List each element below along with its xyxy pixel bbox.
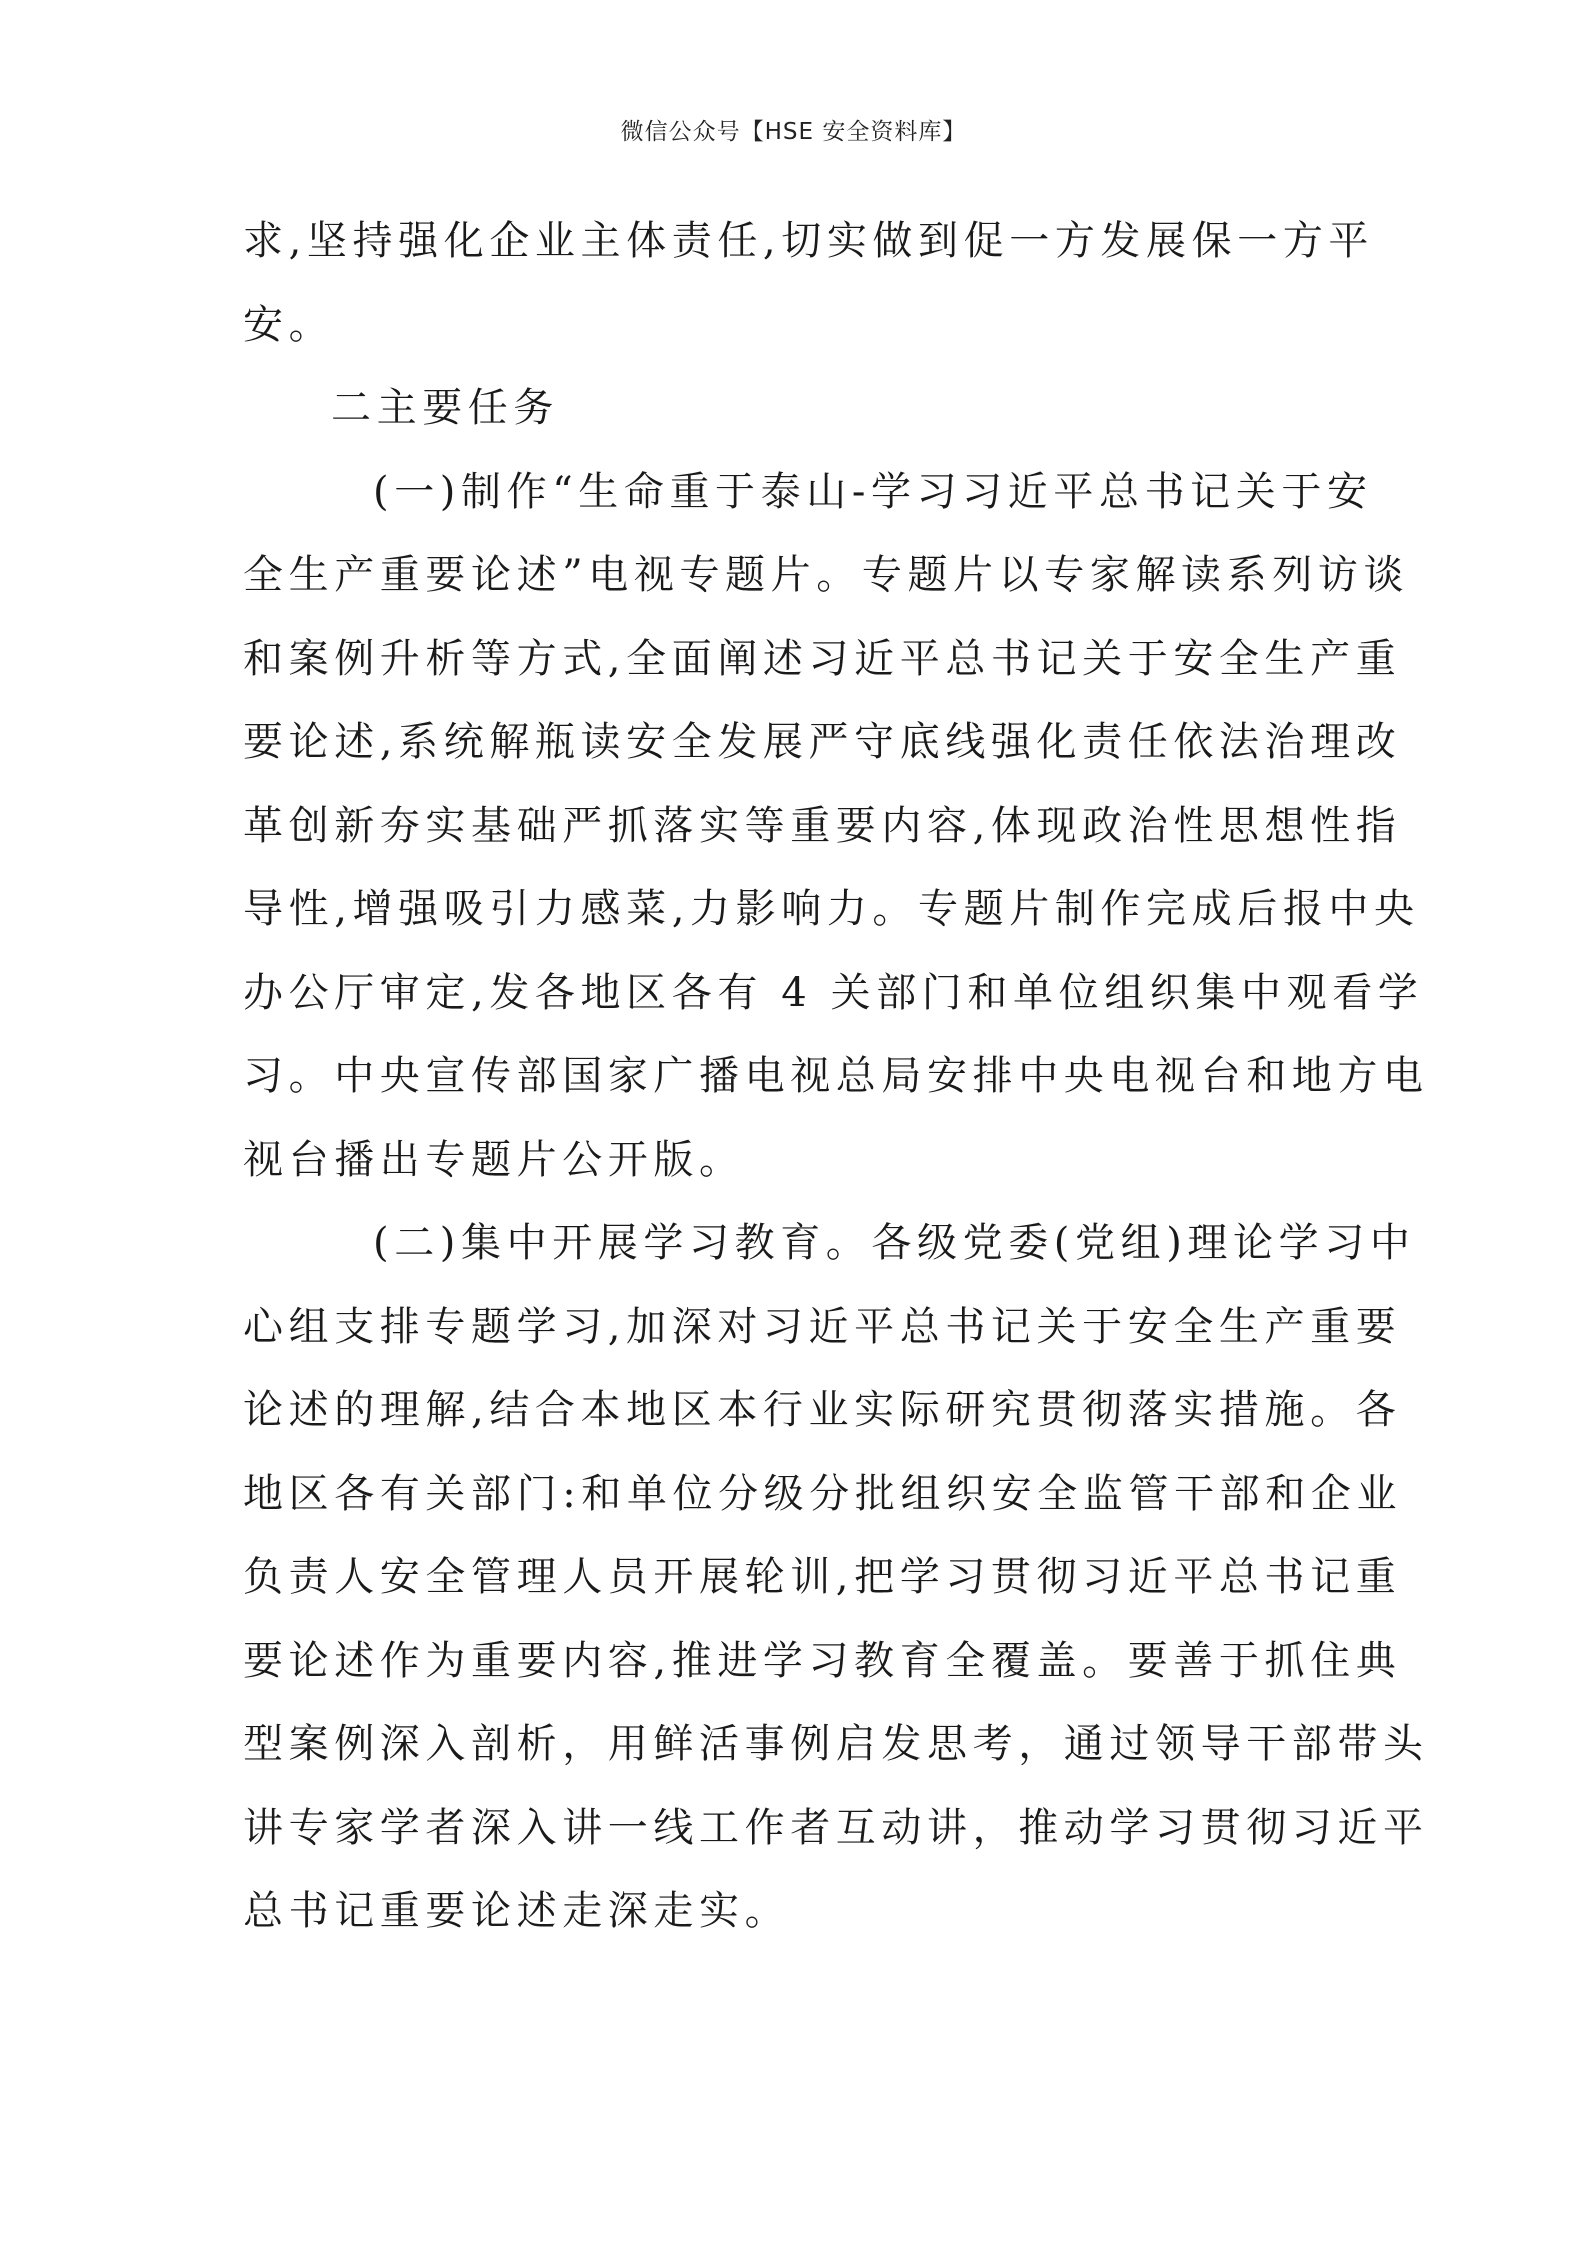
section-heading: 二主要任务 — [331, 385, 559, 431]
text-line: 型案例深入剖析，用鲜活事例启发思考，通过领导干部带头 — [243, 1721, 1429, 1767]
text-line: 导性,增强吸引力感菜,力影响力。专题片制作完成后报中央 — [243, 886, 1420, 932]
text-line: 求,坚持强化企业主体责任,切实做到促一方发展保一方平 — [243, 218, 1375, 264]
text-line: 要论述作为重要内容,推进学习教育全覆盖。要善于抓住典 — [243, 1637, 1402, 1684]
text-line: 视台播出专题片公开版。 — [243, 1136, 745, 1183]
text-line: 总书记重要论述走深走实。 — [243, 1888, 791, 1934]
text-line: (二)集中开展学习教育。各级党委(党组)理论学习中 — [373, 1220, 1416, 1266]
text-line: 讲专家学者深入讲一线工作者互动讲，推动学习贯彻习近平 — [243, 1804, 1429, 1851]
text-line: 安。 — [243, 301, 335, 348]
text-line: 地区各有关部门:和单位分级分批组织安全监管干部和企业 — [243, 1470, 1403, 1517]
text-line: 习。中央宣传部国家广播电视总局安排中央电视台和地方电 — [243, 1053, 1429, 1099]
text-line: 论述的理解,结合本地区本行业实际研究贯彻落实措施。各 — [243, 1387, 1402, 1433]
text-line: 和案例升析等方式,全面阐述习近平总书记关于安全生产重 — [243, 635, 1402, 682]
page-header: 微信公众号【HSE 安全资料库】 — [620, 119, 967, 145]
text-line: 负责人安全管理人员开展轮训,把学习贯彻习近平总书记重 — [243, 1554, 1402, 1600]
text-line: 心组支排专题学习,加深对习近平总书记关于安全生产重要 — [243, 1303, 1402, 1350]
text-line: 要论述,系统解瓶读安全发展严守底线强化责任依法治理改 — [243, 719, 1402, 765]
text-line: 办公厅审定,发各地区各有 4 关部门和单位组织集中观看学 — [243, 969, 1424, 1016]
document-body — [243, 200, 1429, 1954]
text-line: (一)制作“生命重于泰山-学习习近平总书记关于安 — [373, 468, 1373, 515]
text-line: 全生产重要论述”电视专题片。专题片以专家解读系列访谈 — [243, 552, 1410, 598]
text-line: 革创新夯实基础严抓落实等重要内容,体现政治性思想性指 — [243, 802, 1402, 849]
